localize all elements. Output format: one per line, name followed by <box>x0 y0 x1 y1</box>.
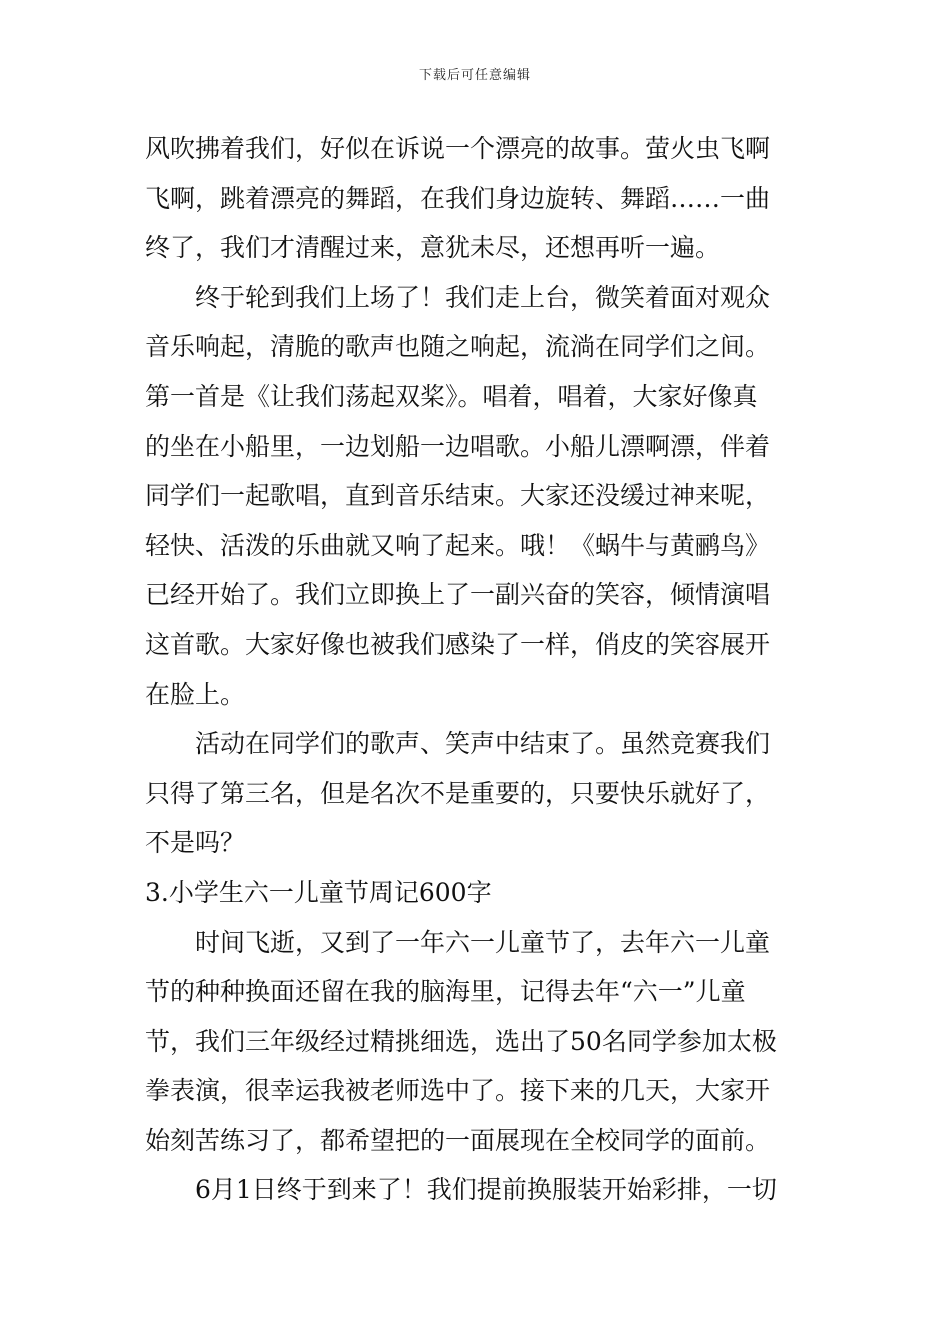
text-line: 在脸上。 <box>145 679 246 709</box>
text-line: 活动在同学们的歌声、笑声中结束了。虽然竞赛我们 <box>195 729 771 759</box>
page-header: 下载后可任意编辑 <box>418 68 531 83</box>
text-line: 音乐响起，清脆的歌声也随之响起，流淌在同学们之间。 <box>145 332 771 362</box>
text-line: 节的种种换面还留在我的脑海里，记得去年“六一”儿童 <box>145 977 746 1007</box>
text-line: 节，我们三年级经过精挑细选，选出了50名同学参加太极 <box>145 1026 777 1056</box>
text-line: 第一首是《让我们荡起双桨》。唱着，唱着，大家好像真 <box>145 381 758 411</box>
document-body <box>145 124 810 1215</box>
text-line: 6月1日终于到来了！我们提前换服装开始彩排，一切 <box>195 1175 777 1205</box>
text-line: 已经开始了。我们立即换上了一副兴奋的笑容，倾情演唱 <box>145 580 771 610</box>
text-line: 终于轮到我们上场了！我们走上台，微笑着面对观众 <box>195 282 771 312</box>
text-line: 始刻苦练习了，都希望把的一面展现在全校同学的面前。 <box>145 1125 771 1155</box>
text-line: 同学们一起歌唱，直到音乐结束。大家还没缓过神来呢， <box>145 481 771 511</box>
text-line: 飞啊，跳着漂亮的舞蹈，在我们身边旋转、舞蹈……一曲 <box>145 183 771 213</box>
text-line: 终了，我们才清醒过来，意犹未尽，还想再听一遍。 <box>145 233 721 263</box>
text-line: 这首歌。大家好像也被我们感染了一样，俏皮的笑容展开 <box>145 629 771 659</box>
text-line: 时间飞逝，又到了一年六一儿童节了，去年六一儿童 <box>195 927 771 957</box>
text-line: 拳表演，很幸运我被老师选中了。接下来的几天，大家开 <box>145 1076 771 1106</box>
text-line: 轻快、活泼的乐曲就又响了起来。哦！《蜗牛与黄鹂鸟》 <box>145 530 771 560</box>
text-line: 不是吗？ <box>145 828 246 858</box>
text-line: 风吹拂着我们，好似在诉说一个漂亮的故事。萤火虫飞啊 <box>145 134 771 163</box>
section-heading: 3.小学生六一儿童节周记600字 <box>145 877 492 907</box>
text-line: 的坐在小船里，一边划船一边唱歌。小船儿漂啊漂，伴着 <box>145 431 771 461</box>
text-line: 只得了第三名，但是名次不是重要的，只要快乐就好了， <box>145 778 771 808</box>
